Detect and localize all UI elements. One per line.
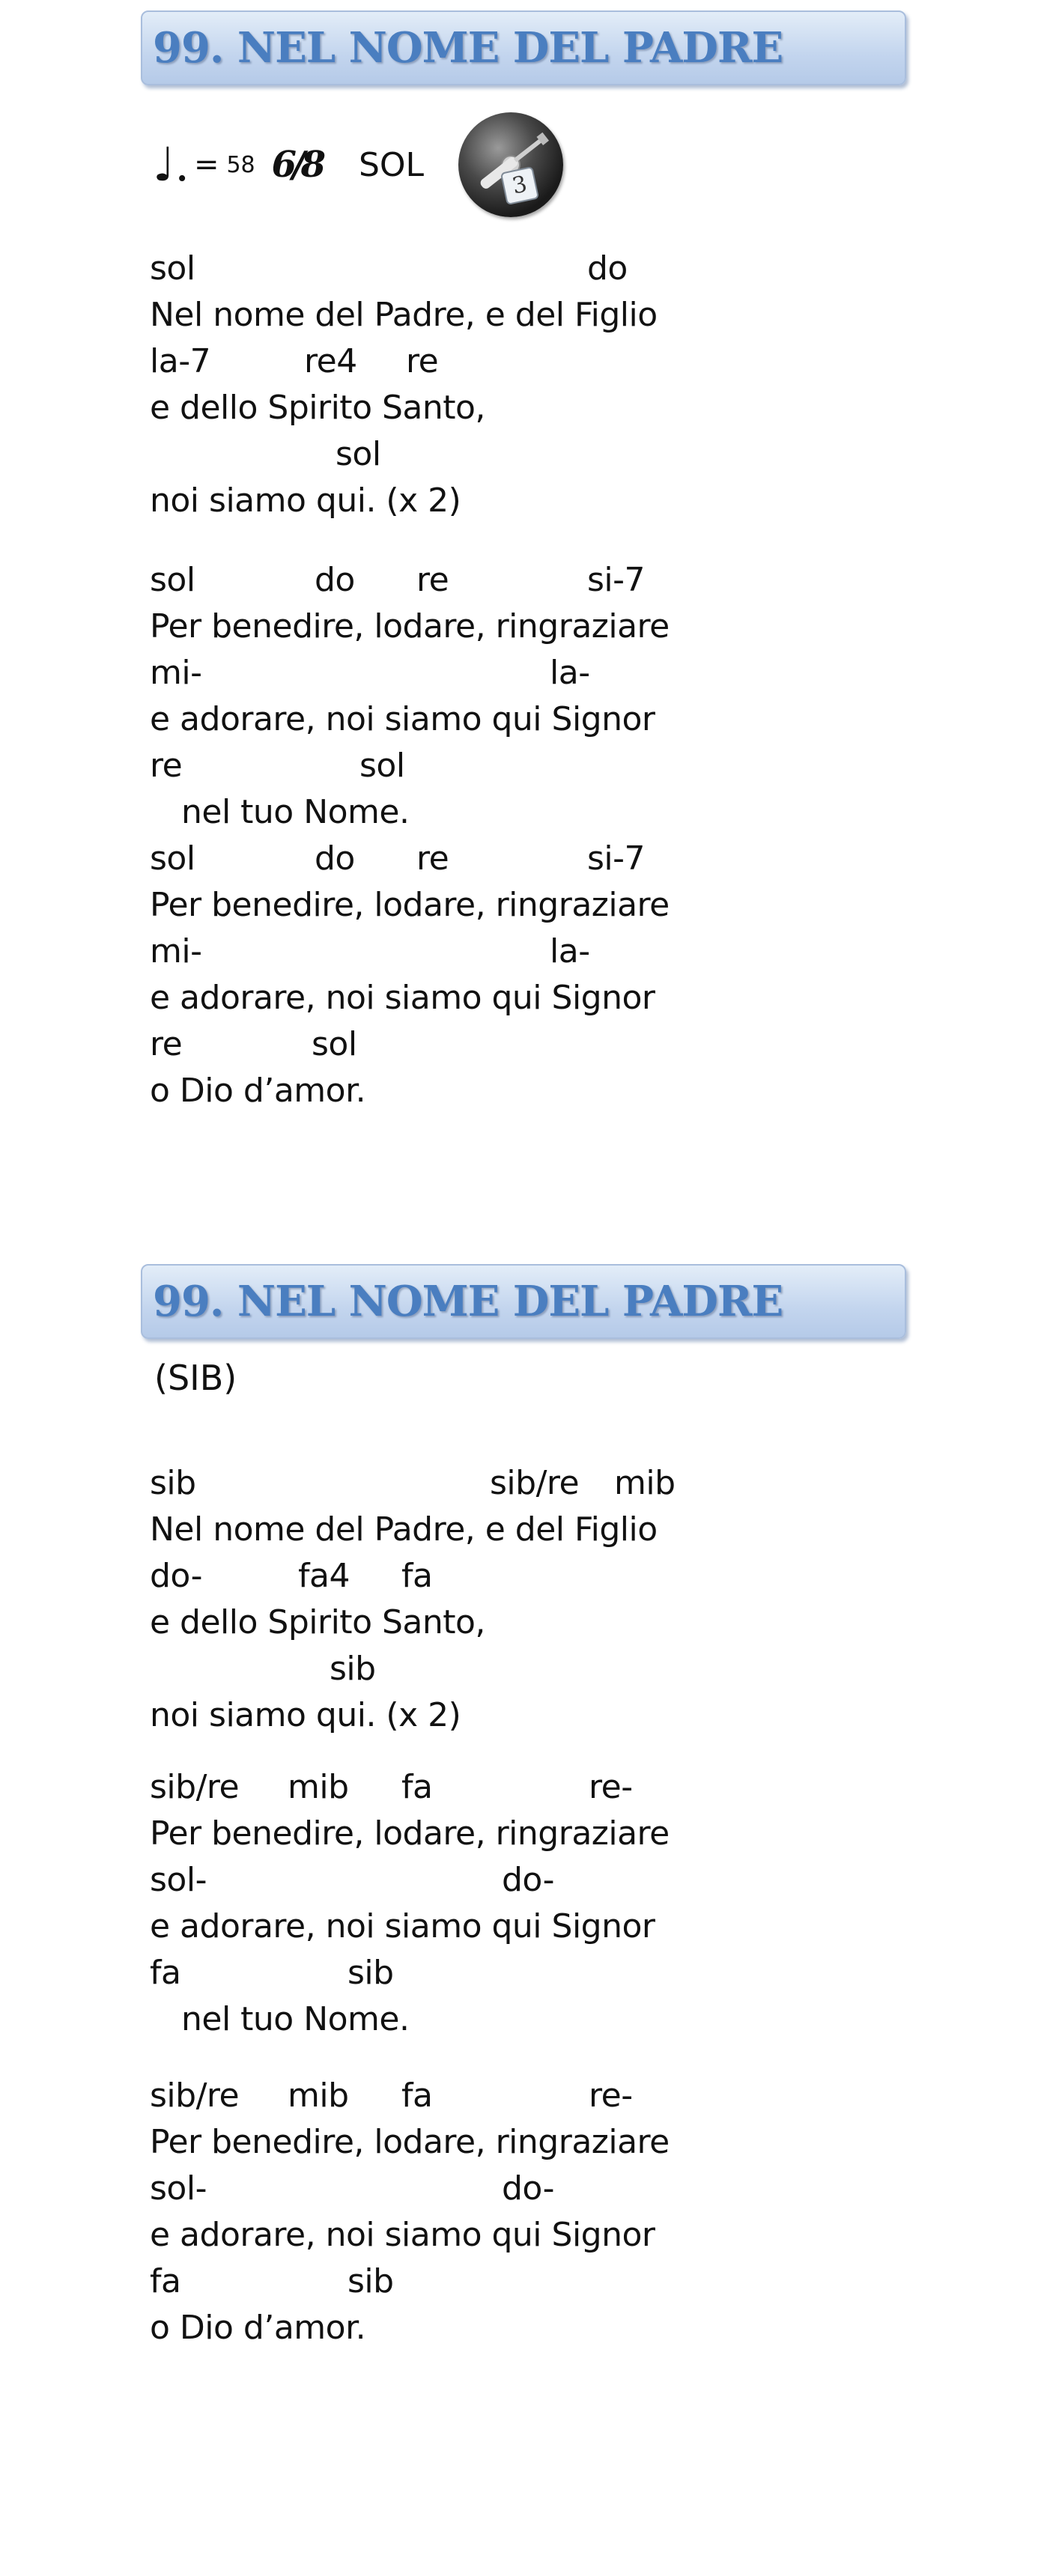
chord: mi- xyxy=(150,932,202,970)
chord: re4 xyxy=(304,342,357,380)
chord: re- xyxy=(589,1768,633,1806)
chord: re xyxy=(416,839,449,878)
chord: sol xyxy=(312,1025,357,1063)
lyric-line: Nel nome del Padre, e del Figlio xyxy=(150,296,658,334)
chord: sib/re xyxy=(150,1768,240,1806)
chord: do- xyxy=(150,1557,203,1595)
chord: la- xyxy=(550,932,590,970)
chord: re xyxy=(150,747,183,785)
song-title: 99. NEL NOME DEL PADRE xyxy=(153,23,783,73)
lyric-line: Nel nome del Padre, e del Figlio xyxy=(150,1510,658,1549)
chord: mib xyxy=(288,2077,349,2115)
lyric-line: Per benedire, lodare, ringraziare xyxy=(150,607,670,645)
chord: fa4 xyxy=(298,1557,350,1595)
chord: fa xyxy=(401,1557,433,1595)
chord: do xyxy=(315,561,355,599)
chord: re- xyxy=(589,2077,633,2115)
lyric-line: e dello Spirito Santo, xyxy=(150,1603,485,1641)
song-title-bar xyxy=(141,10,906,85)
chord: si-7 xyxy=(587,561,646,599)
tempo-marking xyxy=(153,135,424,195)
lyric-line: e dello Spirito Santo, xyxy=(150,389,485,427)
song-title: 99. NEL NOME DEL PADRE xyxy=(153,1277,783,1326)
chord: re xyxy=(150,1025,183,1063)
chord: mi- xyxy=(150,654,202,692)
chord: fa xyxy=(401,1768,433,1806)
chord: re xyxy=(416,561,449,599)
chord: sib/re xyxy=(150,2077,240,2115)
chord: sol xyxy=(150,249,195,288)
lyric-line: Per benedire, lodare, ringraziare xyxy=(150,2123,670,2161)
chord: sol xyxy=(150,561,195,599)
lyric-line: noi siamo qui. (x 2) xyxy=(150,1696,461,1734)
chord: sol- xyxy=(150,2169,207,2208)
lyric-line: e adorare, noi siamo qui Signor xyxy=(150,1907,655,1945)
chord: fa xyxy=(150,1954,181,1992)
chord: do xyxy=(315,839,355,878)
chord: la- xyxy=(550,654,590,692)
chord: sib/re xyxy=(490,1464,580,1502)
cd-number-badge: 3 xyxy=(500,166,539,205)
chord: sol xyxy=(359,747,405,785)
chord: sol xyxy=(150,839,195,878)
chord: do- xyxy=(502,2169,555,2208)
chord: la-7 xyxy=(150,342,211,380)
lyric-line: o Dio d’amor. xyxy=(150,2309,366,2347)
lyric-line: e adorare, noi siamo qui Signor xyxy=(150,979,655,1017)
key-label: SOL xyxy=(358,145,425,184)
chord: sib xyxy=(348,2262,394,2300)
chord: sib xyxy=(330,1650,376,1688)
lyric-line: nel tuo Nome. xyxy=(181,2000,410,2038)
chord: mib xyxy=(614,1464,676,1502)
chord: fa xyxy=(150,2262,181,2300)
lyric-line: nel tuo Nome. xyxy=(181,793,410,831)
chord: do- xyxy=(502,1861,555,1899)
tempo-value: 58 xyxy=(226,151,255,178)
lyric-line: e adorare, noi siamo qui Signor xyxy=(150,700,655,738)
lyric-line: Per benedire, lodare, ringraziare xyxy=(150,1814,670,1853)
key-label: (SIB) xyxy=(154,1358,237,1398)
lyric-line: o Dio d’amor. xyxy=(150,1072,366,1110)
lyric-line: e adorare, noi siamo qui Signor xyxy=(150,2216,655,2254)
lyric-line: Per benedire, lodare, ringraziare xyxy=(150,886,670,924)
lyric-line: noi siamo qui. (x 2) xyxy=(150,482,461,520)
guitar-cd-icon xyxy=(458,112,563,217)
chord: sol- xyxy=(150,1861,207,1899)
tempo-equals: = xyxy=(193,148,219,182)
dotted-quarter-note-icon: ♩. xyxy=(153,137,189,192)
chord: mib xyxy=(288,1768,349,1806)
chord: sib xyxy=(348,1954,394,1992)
chord: sol xyxy=(336,435,381,473)
time-signature: 6/8 xyxy=(271,144,321,186)
chord: fa xyxy=(401,2077,433,2115)
chord: re xyxy=(406,342,439,380)
song-title-bar xyxy=(141,1264,906,1339)
chord: si-7 xyxy=(587,839,646,878)
chord: do xyxy=(587,249,628,288)
chord: sib xyxy=(150,1464,196,1502)
